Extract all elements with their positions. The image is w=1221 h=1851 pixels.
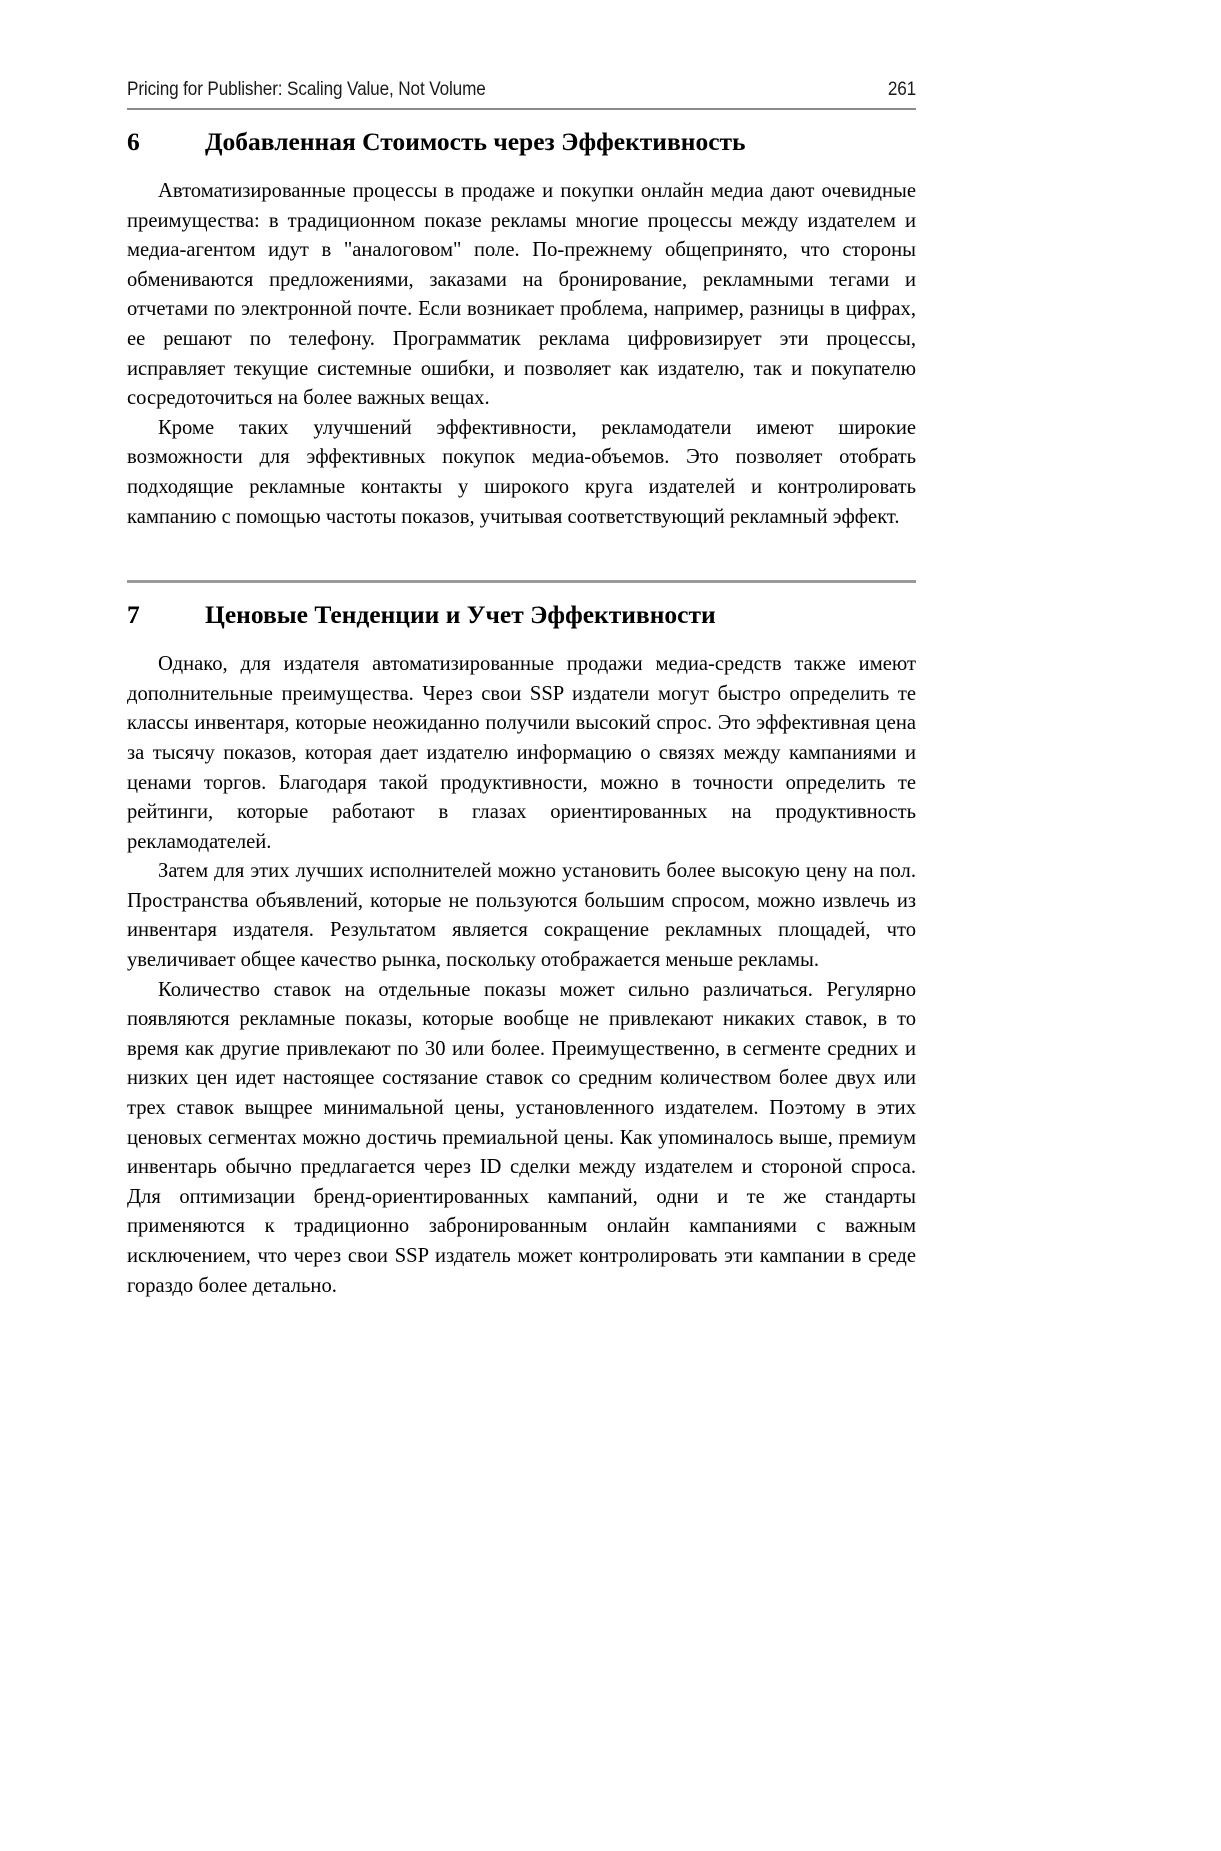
section-6-body bbox=[127, 157, 916, 532]
paragraph: Автоматизированные процессы в продаже и покупки онлайн медиа дают очевидные преимущества: в традиционном показе рекламы многие процессы между издателем и медиа-агентом идут в "аналоговом" поле. По-прежнему общепринято, что стороны обмениваются предложениями, заказами на бронирование, рекламными тегами и отчетами по электронной почте. Если возникает проблема, например, разницы в цифрах, ее решают по телефону. Программатик реклама цифровизирует эти процессы, исправляет текущие системные ошибки, и позволяет как издателю, так и покупателю сосредоточиться на более важных вещах. bbox=[127, 180, 916, 410]
section-number-6: 6 bbox=[127, 127, 140, 156]
section-spacer bbox=[127, 532, 916, 580]
paragraph: Количество ставок на отдельные показы может сильно различаться. Регулярно появляются рекламные показы, которые вообще не привлекают никаких ставок, в то время как другие привлекают по 30 или более. Преимущественно, в сегменте средних и низких цен идет настоящее состязание ставок со средним количеством более двух или трех ставок выщрее минимальной цены, установленного издателем. Поэтому в этих ценовых сегментах можно достичь премиальной цены. Как упоминалось выше, премиум инвентарь обычно предлагается через ID сделки между издателем и стороной спроса. Для оптимизации бренд-ориентированных кампаний, одни и те же стандарты применяются к традиционно забронированным онлайн кампаниями с важным исключением, что через свои SSP издатель может контролировать эти кампании в среде гораздо более детально. bbox=[127, 978, 916, 1297]
paragraph: Затем для этих лучших исполнителей можно установить более высокую цену на пол. Пространства объявлений, которые не пользуются большим спросом, можно извлечь из инвентаря издателя. Результатом является сокращение рекламных площадей, что увеличивает общее качество рынка, поскольку отображается меньше рекламы. bbox=[127, 860, 916, 972]
running-header bbox=[127, 78, 916, 108]
section-heading-7 bbox=[127, 583, 916, 630]
section-7-body bbox=[127, 630, 916, 1301]
page-content bbox=[127, 78, 916, 1301]
section-title-6: Добавленная Стоимость через Эффективность bbox=[205, 127, 746, 156]
section-title-7: Ценовые Тенденции и Учет Эффективности bbox=[205, 600, 716, 630]
section-heading-6 bbox=[127, 110, 916, 157]
running-header-title: Pricing for Publisher: Scaling Value, Not Volume bbox=[127, 78, 486, 100]
page-number: 261 bbox=[887, 78, 916, 100]
section-number-7: 7 bbox=[127, 600, 140, 630]
paragraph: Кроме таких улучшений эффективности, рекламодатели имеют широкие возможности для эффективных покупок медиа-объемов. Это позволяет отобрать подходящие рекламные контакты у широкого круга издателей и контролировать кампанию с помощью частоты показов, учитывая соответствующий рекламный эффект. bbox=[127, 416, 916, 528]
paragraph: Однако, для издателя автоматизированные продажи медиа-средств также имеют дополнительные преимущества. Через свои SSP издатели могут быстро определить те классы инвентаря, которые неожиданно получили высокий спрос. Это эффективная цена за тысячу показов, которая дает издателю информацию о связях между кампаниями и ценами торгов. Благодаря такой продуктивности, можно в точности определить те рейтинги, которые работают в глазах ориентированных на продуктивность рекламодателей. bbox=[127, 653, 916, 853]
